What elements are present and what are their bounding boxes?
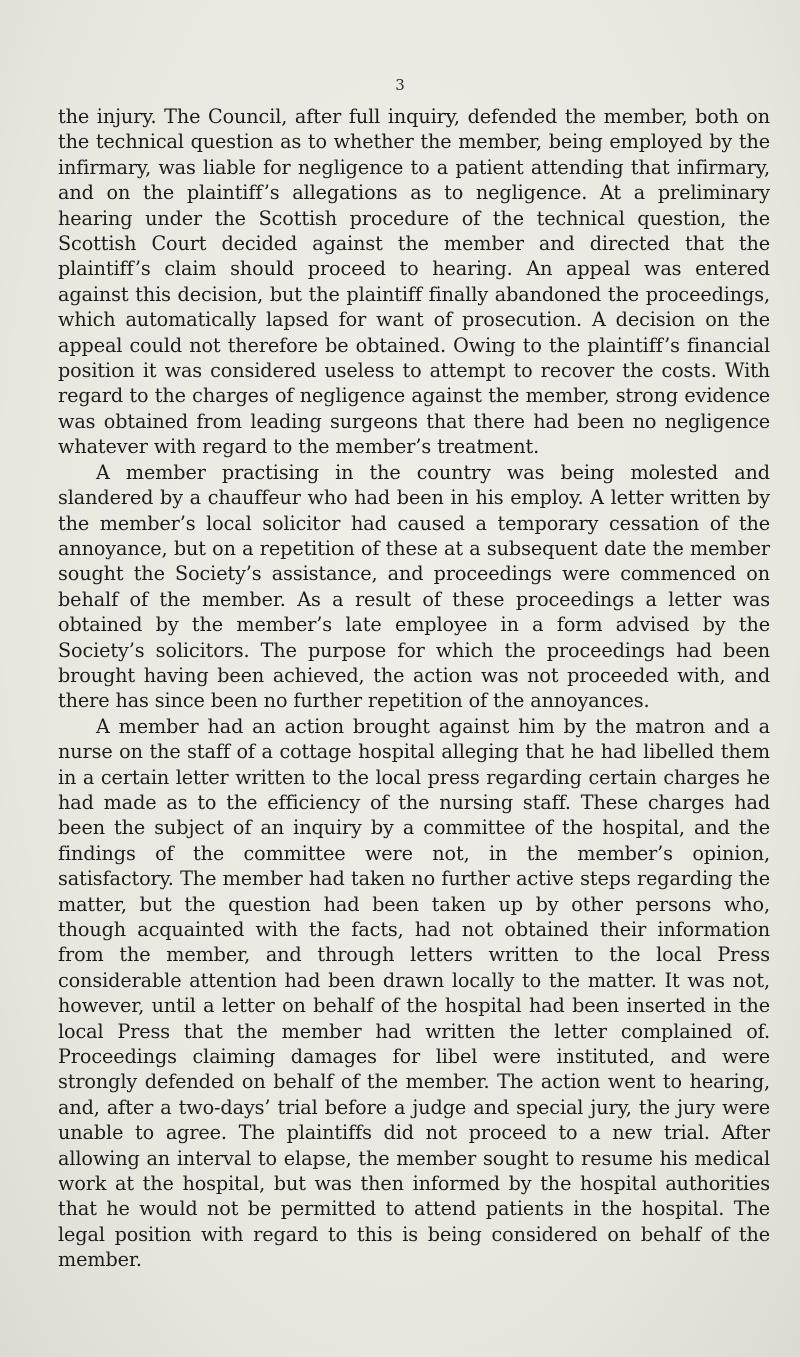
- page-number: 3: [395, 76, 405, 94]
- paragraph-injury-case: the injury. The Council, after full inquiry, defended the member, both on the technical question as to whether the member, being employed by the infirmary, was liable for negligence to a patient attending that infirmary, and on the plaintiff’s allegations as to negligence. At a preliminary hearing under the Scottish procedure of the technical question, the Scottish Court decided against the member and directed that the plaintiff’s claim should proceed to hearing. An appeal was entered against this decision, but the plaintiff finally abandoned the proceedings, which automatically lapsed for want of prosecution. A decision on the appeal could not therefore be obtained. Owing to the plaintiff’s financial position it was considered useless to attempt to recover the costs. With regard to the charges of negligence against the member, strong evidence was obtained from leading surgeons that there had been no negligence whatever with regard to the member’s treatment.: [58, 105, 770, 459]
- body-text: [58, 104, 770, 1273]
- paragraph-libel-case: A member had an action brought against him by the matron and a nurse on the staff of a cottage hospital alleging that he had libelled them in a certain letter written to the local press regarding certain charges he had made as to the efficiency of the nursing staff. These charges had been the subject of an inquiry by a committee of the hospital, and the findings of the committee were not, in the member’s opinion, satisfactory. The member had taken no further active steps regarding the matter, but the question had been taken up by other persons who, though acquainted with the facts, had not obtained their information from the member, and through letters written to the local Press considerable attention had been drawn locally to the matter. It was not, however, until a letter on behalf of the hospital had been inserted in the local Press that the member had written the letter complained of. Proceedings claiming damages for libel were instituted, and were strongly defended on behalf of the member. The action went to hearing, and, after a two-days’ trial before a judge and special jury, the jury were unable to agree. The plaintiffs did not proceed to a new trial. After allowing an interval to elapse, the member sought to resume his medical work at the hospital, but was then informed by the hospital authorities that he would not be permitted to attend patients in the hospital. The legal position with regard to this is being considered on behalf of the member.: [58, 714, 770, 1272]
- paragraph-chauffeur-case: A member practising in the country was being molested and slandered by a chauffeur who had been in his employ. A letter written by the member’s local solicitor had caused a temporary cessation of the annoyance, but on a repetition of these at a subsequent date the member sought the Society’s assistance, and proceedings were commenced on behalf of the member. As a result of these proceedings a letter was obtained by the member’s late employee in a form advised by the Society’s solicitors. The purpose for which the proceedings had been brought having been achieved, the action was not proceeded with, and there has since been no further repetition of the annoyances.: [58, 460, 770, 713]
